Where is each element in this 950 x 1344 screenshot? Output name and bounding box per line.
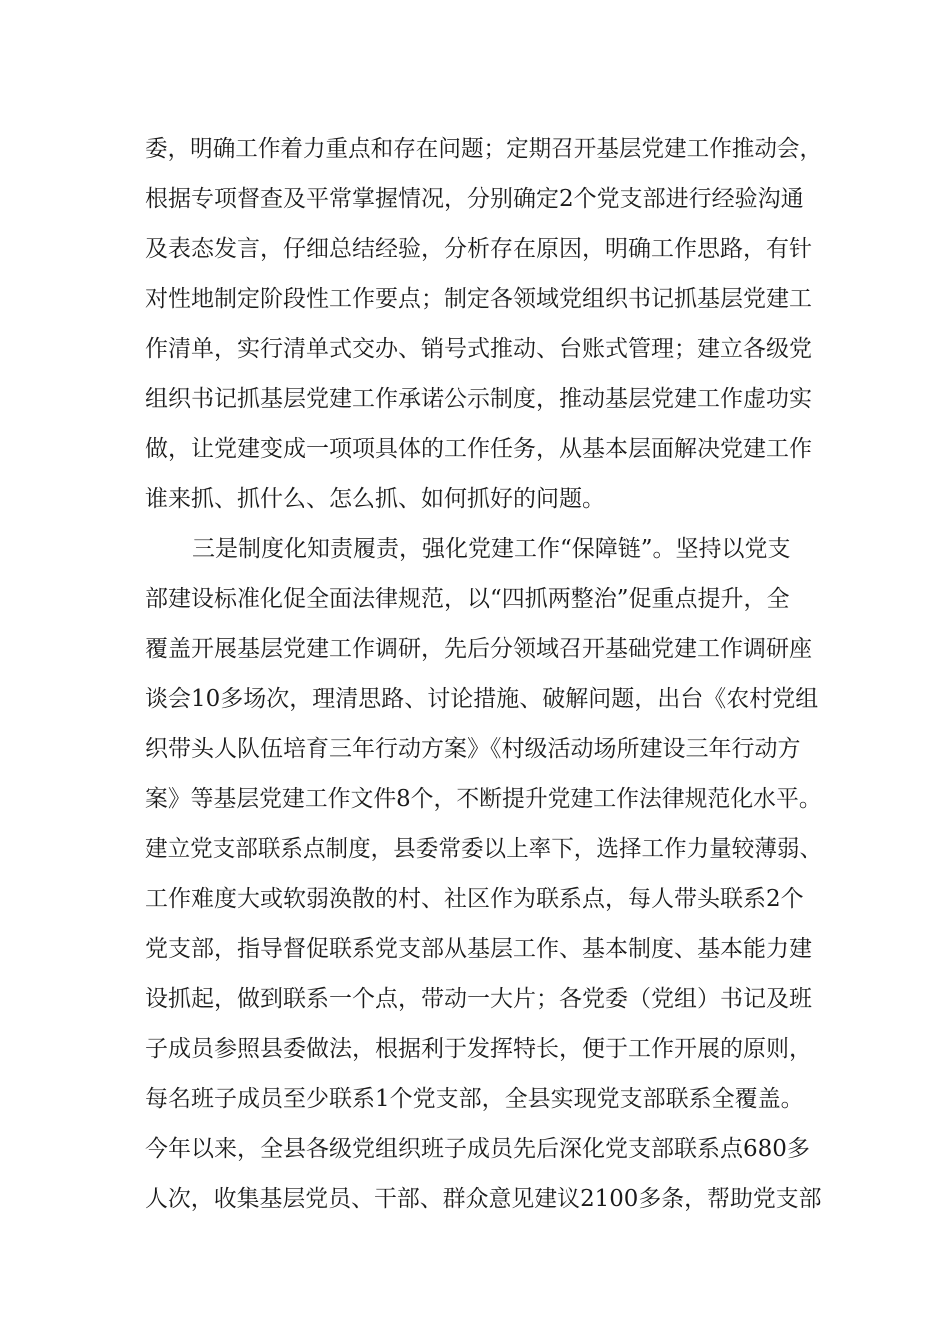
text-line: 每名班子成员至少联系1个党支部，全县实现党支部联系全覆盖。 (145, 1086, 804, 1112)
text-line: 子成员参照县委做法，根据利于发挥特长，便于工作开展的原则， (145, 1036, 812, 1062)
paragraph-start-line: 三是制度化知责履责，强化党建工作“保障链”。坚持以党支 (192, 536, 791, 562)
text-line: 覆盖开展基层党建工作调研，先后分领域召开基础党建工作调研座 (145, 636, 812, 662)
text-line: 人次，收集基层党员、干部、群众意见建议2100多条，帮助党支部 (145, 1186, 822, 1212)
text-line: 作清单，实行清单式交办、销号式推动、台账式管理；建立各级党 (145, 336, 812, 362)
text-line: 委，明确工作着力重点和存在问题；定期召开基层党建工作推动会， (145, 136, 823, 162)
text-line: 部建设标准化促全面法律规范，以“四抓两整治”促重点提升，全 (145, 586, 790, 612)
text-line: 根据专项督查及平常掌握情况，分别确定2个党支部进行经验沟通 (145, 186, 804, 212)
text-line: 谈会10多场次，理清思路、讨论措施、破解问题，出台《农村党组 (145, 686, 819, 712)
text-line: 案》等基层党建工作文件8个，不断提升党建工作法律规范化水平。 (145, 786, 822, 812)
text-line: 做，让党建变成一项项具体的工作任务，从基本层面解决党建工作 (145, 436, 812, 462)
text-line: 及表态发言，仔细总结经验，分析存在原因，明确工作思路，有针 (145, 236, 812, 262)
text-line: 织带头人队伍培育三年行动方案》《村级活动场所建设三年行动方 (145, 736, 801, 762)
text-line: 工作难度大或软弱涣散的村、社区作为联系点，每人带头联系2个 (145, 886, 804, 912)
text-line: 组织书记抓基层党建工作承诺公示制度，推动基层党建工作虚功实 (145, 386, 812, 412)
text-line: 谁来抓、抓什么、怎么抓、如何抓好的问题。 (145, 486, 605, 512)
text-line: 设抓起，做到联系一个点，带动一大片；各党委（党组）书记及班 (145, 986, 812, 1012)
text-line: 建立党支部联系点制度，县委常委以上率下，选择工作力量较薄弱、 (145, 836, 823, 862)
text-line: 党支部，指导督促联系党支部从基层工作、基本制度、基本能力建 (145, 936, 812, 962)
text-line: 今年以来，全县各级党组织班子成员先后深化党支部联系点680多 (145, 1136, 810, 1162)
text-line: 对性地制定阶段性工作要点；制定各领域党组织书记抓基层党建工 (145, 286, 812, 312)
